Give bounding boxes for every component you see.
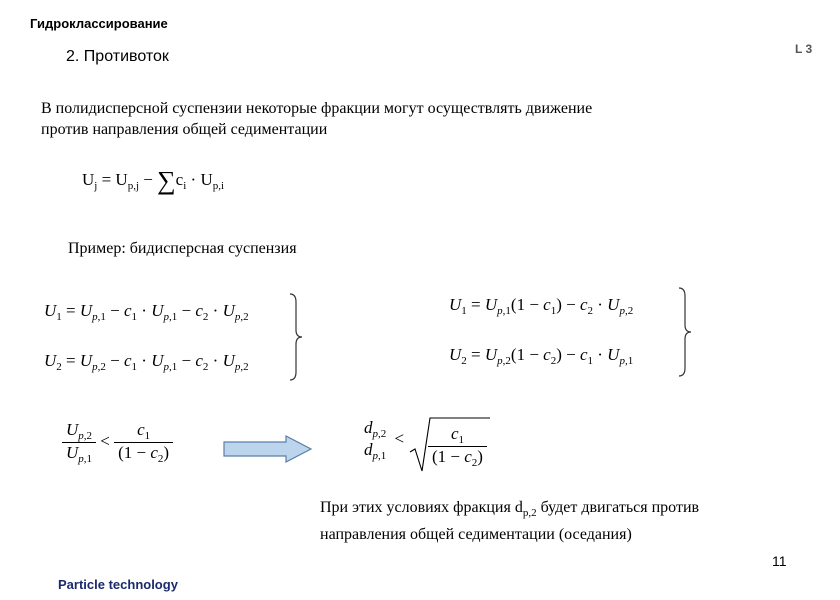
formula-u1-left: $U_1 = U_{p,1} - c_1 \cdot U_{p,1} - c_2 \cdot U_{p,2}$ [44, 301, 249, 323]
intro-line-1: В полидисперсной суспензии некоторые фракции могут осуществлять движение [41, 100, 593, 117]
conclusion-text [320, 497, 699, 545]
conclusion-line-1-tail: будет двигаться против [536, 499, 700, 516]
conclusion-subscript: p,2 [522, 507, 537, 520]
example-label: Пример: бидисперсная суспензия [68, 240, 297, 257]
slide-code: L 3 [795, 42, 813, 56]
intro-text [41, 98, 592, 140]
formula-sqrt-fraction: $\frac{c_1}{(1 - c_2)}$ [428, 424, 487, 469]
page-number: 11 [772, 553, 787, 569]
brace-right-icon [677, 286, 697, 378]
right-arrow-icon [222, 434, 314, 464]
formula-u2-left: $U_2 = U_{p,2} - c_1 \cdot U_{p,1} - c_2 \cdot U_{p,2}$ [44, 351, 249, 373]
topic-title: Гидроклассирование [30, 16, 168, 31]
brace-left-icon [288, 292, 308, 382]
intro-line-2: против направления общей седиментации [41, 121, 328, 138]
formula-velocity-ratio: $\frac{U_{p,2}}{U_{p,1}}$ < $\frac{c_1}{(1 - c_2)}$ [62, 420, 173, 465]
conclusion-line-1 [320, 497, 699, 524]
conclusion-line-1-text: При этих условиях фракция d [320, 499, 523, 516]
formula-u2-right: $U_2 = U_{p,2}(1 - c_2) - c_1 \cdot U_{p,1}$ [449, 345, 634, 367]
conclusion-line-2: направления общей седиментации (оседания) [320, 526, 632, 544]
formula-diameter-ratio: $d_{p,2}$ $d_{p,1}$ < [364, 418, 405, 462]
section-title: 2. Противоток [66, 48, 169, 65]
formula-general: $U_j = U_{p,j} - \sum c_i \cdot U_{p,i}$ [82, 166, 225, 195]
footer-brand: Particle technology [58, 577, 178, 592]
formula-u1-right: $U_1 = U_{p,1}(1 - c_1) - c_2 \cdot U_{p,2}$ [449, 295, 634, 317]
